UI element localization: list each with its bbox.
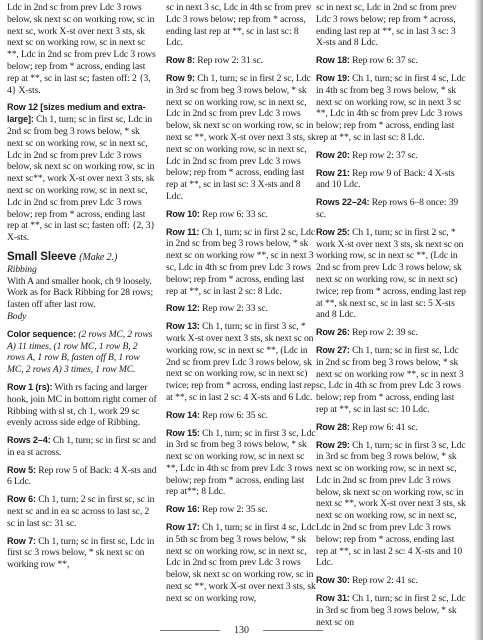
- row-label: Row 12 [sizes medium and extra-large]:: [7, 102, 146, 125]
- row-instructions: Ch 1, turn; sc in first 2 sc, Ldc in 2nd sc from beg 3 rows below, * sk next sc on working row **, sc in next 3 sc, Ldc in 4th sc from prev Ldc 3 rows below; rep from * across, ending last rep at **, sc in last 2 sc: 8 Ldc.: [166, 226, 316, 297]
- row-instructions: Rep row 2: 35 sc.: [199, 504, 268, 516]
- row-label: Row 30:: [316, 575, 350, 586]
- pattern-row: [166, 55, 316, 67]
- row-instructions: Rep row 6: 33 sc.: [199, 208, 268, 220]
- column-1: [7, 2, 157, 571]
- column-3: [316, 2, 466, 628]
- row-label: Row 6:: [7, 494, 36, 505]
- pattern-row: [316, 575, 466, 587]
- row-instructions: Rep row 2: 41 sc.: [349, 575, 418, 587]
- row-label: Row 21:: [316, 167, 350, 178]
- pattern-row: [316, 227, 466, 321]
- row-label: Row 26:: [316, 327, 350, 338]
- paragraph: [7, 276, 157, 288]
- row-instructions: Rep row 9 of Back: 4 X-sts and 10 Ldc.: [316, 167, 455, 191]
- pattern-row: [316, 345, 466, 416]
- row-instructions: Ch 1, turn; sc in first sc and in ea st across.: [7, 435, 156, 458]
- row-instructions: Rep row 6: 37 sc.: [349, 55, 418, 67]
- pattern-row: [316, 55, 466, 67]
- pattern-row: [166, 227, 316, 298]
- row-instructions: Rep row 2: 31 sc.: [194, 55, 263, 67]
- row-italic-text: (2 rows MC, 2 rows A) 11 times, (1 row MC, 1 row B, 2 rows A, 1 row B, fasten off B, 1 row MC, 2 rows A) 3 times, 1 row MC.: [7, 328, 153, 376]
- pattern-row: [316, 73, 466, 144]
- row-instructions: Rep row 2: 39 sc.: [349, 327, 418, 339]
- pattern-row: [7, 329, 157, 376]
- pattern-row: [166, 303, 316, 315]
- row-instructions: Work as for Back Ribbing for 28 rows; fasten off after last row.: [7, 287, 154, 311]
- row-label: Row 1 (rs):: [7, 381, 53, 392]
- row-label: Row 7:: [7, 535, 36, 546]
- row-instructions: Ch 1, turn; sc in first sc, Ldc in first sc 3 rows below, * sk next sc on working row **,: [7, 535, 155, 571]
- page-number: 130: [234, 625, 249, 636]
- row-instructions: Ldc in 2nd sc from prev Ldc 3 rows below, sk next sc on working row, sc in next sc, work X-st over next 3 sts, sk next sc on working row, sc in next sc **, Ldc in 2nd sc from prev Ldc 3 rows below; rep from * across, ending last rep at **, sc in last sc; fasten off: 2 {3, 4} X-sts.: [7, 2, 156, 96]
- subheading-text: Body: [7, 310, 27, 322]
- pattern-row: [166, 410, 316, 422]
- row-instructions: Rep row 6: 35 sc.: [199, 409, 268, 421]
- row-label: Row 14:: [166, 409, 200, 420]
- pattern-row: [7, 435, 157, 459]
- row-instructions: Ch 1, turn; sc in first 2 sc, * work X-st over next 3 sts, sk next sc on working row, sc in next sc **, (Ldc in 2nd sc from prev Ldc 3 rows below, sk next sc on working row, sc in next sc) twice; rep from * across, ending last rep at **, sk next sc, sc in last sc: 5 X-sts and 8 Ldc.: [316, 226, 466, 321]
- row-label: Row 29:: [316, 439, 350, 450]
- row-instructions: Ch 1, turn; sc in first 3 sc, Ldc in 3rd sc from beg 3 rows below, * sk next sc on working row, sc in next sc **, Ldc in 4th sc from prev Ldc 3 rows below; rep from * across, ending last rep at**; 8 Ldc.: [166, 427, 316, 498]
- row-label: Row 27:: [316, 344, 350, 355]
- row-label: Row 9:: [166, 72, 195, 83]
- paragraph: [166, 2, 316, 49]
- row-instructions: Ch 1, turn; 2 sc in first sc, sc in next sc and in ea sc across to last sc, 2 sc in last sc: 31 sc.: [7, 494, 155, 529]
- row-label: Row 5:: [7, 464, 36, 475]
- row-instructions: Rep row 2: 33 sc.: [199, 303, 268, 315]
- paragraph: [7, 287, 157, 311]
- pattern-row: [316, 593, 466, 628]
- row-instructions: Ch 1, turn; sc in first sc, Ldc in 2nd sc from beg 3 rows below, * sk next sc on working row **, sc in next 3 sc, Ldc in 4th sc from prev Ldc 3 rows below; rep from * across, ending last rep at **, sc in last sc: 10 Ldc.: [316, 344, 464, 415]
- row-instructions: Ch 1, turn; sc in first 3 sc, Ldc in 3rd sc from beg 3 rows below, * sk next sc on working row, sc in next sc, Ldc in 2nd sc from prev Ldc 3 rows below, sk next sc on working row, sc in next sc **, work X-st over next 3 sts, sk next sc on working row, sc in next sc, Ldc in 2nd sc from prev Ldc 3 rows below; rep from * across, ending last rep at **, sc in last 2 sc: 4 X-sts and 10 Ldc.: [316, 439, 466, 569]
- pattern-row: [7, 494, 157, 529]
- pattern-row: [316, 197, 466, 221]
- row-instructions: sc in next sc, Ldc in 2nd sc from prev Ldc 3 rows below; rep from * across, ending last rep at **, sc in last 3 sc: 3 X-sts and 8 Ldc.: [316, 2, 457, 49]
- subheading: [7, 311, 157, 323]
- row-instructions: Rep row 2: 37 sc.: [349, 149, 418, 161]
- row-instructions: Rep row 6: 41 sc.: [349, 421, 418, 433]
- row-label: Row 18:: [316, 55, 350, 66]
- row-instructions: Rep rows 6–8 once: 39 sc.: [316, 197, 459, 220]
- row-label: Row 12:: [166, 303, 200, 314]
- row-label: Rows 22–24:: [316, 197, 370, 208]
- row-instructions: sc in next 3 sc, Ldc in 4th sc from prev Ldc 3 rows below; rep from * across, ending last rep at **, sc in last sc: 8 Ldc.: [166, 2, 312, 49]
- pattern-row: [166, 504, 316, 516]
- row-label: Rows 2–4:: [7, 435, 51, 446]
- section-heading-note: (Make 2.): [79, 251, 118, 263]
- section-heading-title: Small Sleeve: [7, 250, 80, 263]
- pattern-row: [316, 422, 466, 434]
- row-label: Row 8:: [166, 55, 195, 66]
- row-instructions: With A and smaller hook, ch 9 loosely.: [7, 275, 152, 287]
- pattern-row: [166, 321, 316, 404]
- pattern-row: [166, 428, 316, 499]
- row-label: Row 31:: [316, 593, 350, 604]
- pattern-row: [7, 536, 157, 571]
- row-instructions: With rs facing and larger hook, join MC in bottom right corner of Ribbing with sl st, ch 1, work 29 sc evenly across side edge of Ribbing.: [7, 381, 157, 429]
- subheading: [7, 264, 157, 276]
- pattern-row: [316, 327, 466, 339]
- row-label: Row 16:: [166, 504, 200, 515]
- row-instructions: Ch 1, turn; sc in first 4 sc, Ldc in 5th sc from beg 3 rows below, * sk next sc on working row, sc in next sc, Ldc in 2nd sc from prev Ldc 3 rows below, sk next sc on working row, sc in next sc **, work X-st over next 3 sts, sk next sc on working row,: [166, 522, 316, 604]
- row-label: Row 20:: [316, 149, 350, 160]
- subheading-text: Ribbing: [7, 263, 37, 275]
- row-label: Row 28:: [316, 421, 350, 432]
- pattern-row: [316, 168, 466, 192]
- pattern-row: [7, 102, 157, 244]
- pattern-row: [7, 465, 157, 489]
- row-instructions: Ch 1, turn; sc in first sc, Ldc in 2nd sc from beg 3 rows below, * sk next sc on working row, sc in next sc, Ldc in 2nd sc from prev Ldc 3 rows below, sk next sc on working row, sc in next sc**, work X-st over next 3 sts, sk next sc on working row, sc in next sc, Ldc in 2nd sc from prev Ldc 3 rows below; rep from * across, ending last rep at **, sc in last sc; fasten off: {2, 3} X-sts.: [7, 114, 155, 244]
- pattern-row: [316, 150, 466, 162]
- row-instructions: Ch 1, turn; sc in first 4 sc, Ldc in 4th sc from beg 3 rows below, * sk next sc on working row, sc in next 3 sc **, Ldc in 4th sc from prev Ldc 3 rows below; rep from * across, ending last rep at **, sc in last sc: 8 Ldc.: [316, 72, 466, 143]
- row-instructions: Rep row 5 of Back: 4 X-sts and 6 Ldc.: [7, 464, 157, 488]
- row-instructions: Ch 1, turn; sc in first 2 sc, Ldc in 3rd sc from beg 3 rows below, * sk next sc on working row, sc in next sc, Ldc in 2nd sc from prev Ldc 3 rows below, sk next sc on working row, sc in next sc **, work X-st over next 3 sts, sk next sc on working row, sc in next sc, Ldc in 2nd sc from prev Ldc 3 rows below; rep from * across, ending last rep at **, sc in last sc: 3 X-sts and 8 Ldc.: [166, 72, 316, 202]
- pattern-row: [166, 209, 316, 221]
- row-instructions: Ch 1, turn; sc in first 2 sc, Ldc in 3rd sc from beg 3 rows below, * sk next sc on: [316, 593, 466, 628]
- pattern-row: [7, 382, 157, 429]
- row-instructions: Ch 1, turn; sc in first 3 sc, * work X-st over next 3 sts, sk next sc on working row, sc in next sc **, (Ldc in 2nd sc from prev Ldc 3 rows below, sk next sc on working row, sc in next sc) twice; rep from * across, ending last rep at **, sc in last 2 sc: 4 X-sts and 6 Ldc.: [166, 321, 316, 403]
- paragraph: [7, 2, 157, 96]
- pattern-row: [166, 73, 316, 203]
- column-2: [166, 2, 316, 605]
- row-label: Row 17:: [166, 522, 200, 533]
- page-edge-shadow: [474, 0, 483, 640]
- ornament-right-rule: [263, 630, 323, 631]
- row-label: Color sequence:: [7, 328, 77, 339]
- row-label: Row 15:: [166, 427, 200, 438]
- pattern-row: [316, 440, 466, 570]
- row-label: Row 13:: [166, 321, 200, 332]
- row-label: Row 11:: [166, 226, 200, 237]
- pattern-row: [166, 522, 316, 605]
- row-label: Row 19:: [316, 72, 350, 83]
- row-label: Row 25:: [316, 226, 350, 237]
- row-label: Row 10:: [166, 208, 200, 219]
- section-heading: [7, 252, 157, 264]
- paragraph: [316, 2, 466, 49]
